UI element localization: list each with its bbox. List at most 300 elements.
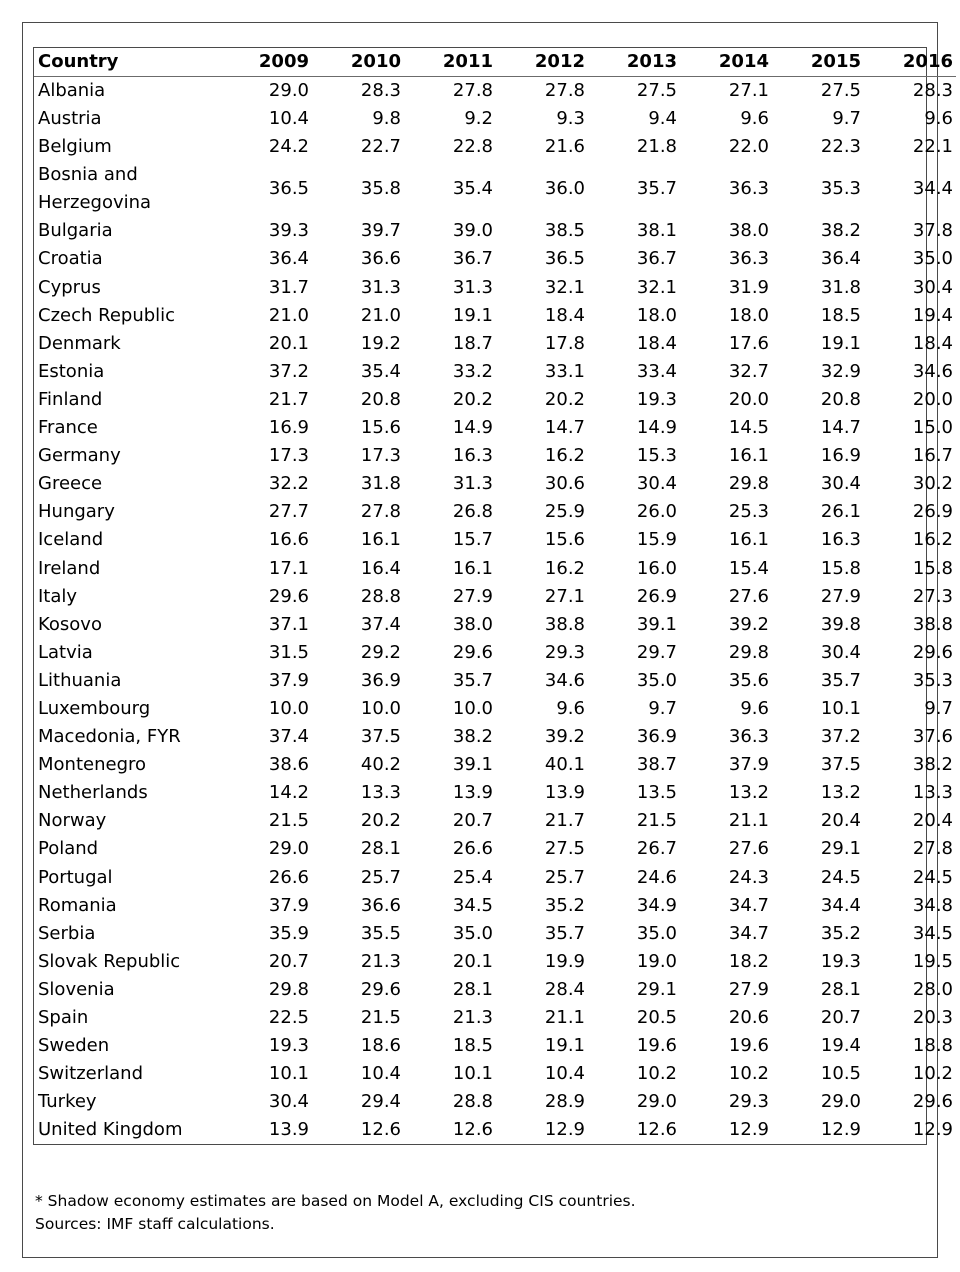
- value-cell: 37.2: [268, 360, 309, 382]
- value-cell: 39.0: [452, 220, 493, 242]
- value-cell: 29.3: [544, 641, 585, 663]
- country-cell: Albania: [38, 80, 106, 102]
- country-cell: Iceland: [38, 529, 104, 551]
- value-cell: 39.1: [452, 754, 493, 776]
- value-cell: 20.2: [360, 810, 401, 832]
- country-cell: United Kingdom: [38, 1119, 183, 1141]
- shadow-economy-table: [34, 48, 956, 1144]
- value-cell: 13.9: [452, 782, 493, 804]
- value-cell: 36.5: [544, 248, 585, 270]
- country-cell: Italy: [38, 585, 78, 607]
- country-cell: Montenegro: [38, 754, 147, 776]
- value-cell: 13.2: [820, 782, 861, 804]
- table-row: [34, 920, 956, 948]
- value-cell: 31.3: [360, 276, 401, 298]
- value-cell: 35.3: [912, 669, 953, 691]
- table-row: [34, 245, 956, 273]
- value-cell: 26.9: [912, 501, 953, 523]
- value-cell: 35.4: [452, 178, 493, 200]
- value-cell: 15.7: [452, 529, 493, 551]
- value-cell: 29.8: [728, 641, 769, 663]
- value-cell: 28.8: [452, 1091, 493, 1113]
- value-cell: 25.9: [544, 501, 585, 523]
- value-cell: 20.8: [820, 388, 861, 410]
- value-cell: 12.6: [360, 1119, 401, 1141]
- value-cell: 19.3: [268, 1035, 309, 1057]
- value-cell: 38.5: [544, 220, 585, 242]
- value-cell: 35.4: [360, 360, 401, 382]
- table-row: [34, 723, 956, 751]
- value-cell: 27.8: [912, 838, 953, 860]
- value-cell: 20.0: [912, 388, 953, 410]
- value-cell: 18.4: [912, 332, 953, 354]
- value-cell: 37.2: [820, 726, 861, 748]
- value-cell: 14.9: [452, 417, 493, 439]
- value-cell: 27.3: [912, 585, 953, 607]
- value-cell: 13.3: [912, 782, 953, 804]
- value-cell: 10.1: [820, 697, 861, 719]
- value-cell: 31.3: [452, 276, 493, 298]
- value-cell: 19.1: [544, 1035, 585, 1057]
- value-cell: 28.4: [544, 978, 585, 1000]
- country-cell: Bosnia and Herzegovina: [38, 164, 152, 214]
- value-cell: 37.9: [268, 669, 309, 691]
- value-cell: 29.0: [636, 1091, 677, 1113]
- value-cell: 38.0: [452, 613, 493, 635]
- value-cell: 35.6: [728, 669, 769, 691]
- value-cell: 10.5: [820, 1063, 861, 1085]
- table-row: [34, 217, 956, 245]
- value-cell: 35.7: [544, 922, 585, 944]
- value-cell: 27.9: [820, 585, 861, 607]
- value-cell: 26.9: [636, 585, 677, 607]
- value-cell: 30.4: [820, 473, 861, 495]
- value-cell: 27.1: [728, 80, 769, 102]
- value-cell: 35.3: [820, 178, 861, 200]
- value-cell: 20.7: [452, 810, 493, 832]
- column-header-year: 2015: [772, 48, 864, 77]
- value-cell: 35.0: [452, 922, 493, 944]
- value-cell: 27.6: [728, 585, 769, 607]
- value-cell: 17.8: [544, 332, 585, 354]
- table-row: [34, 779, 956, 807]
- value-cell: 18.4: [544, 304, 585, 326]
- table-row: [34, 639, 956, 667]
- value-cell: 16.0: [636, 557, 677, 579]
- value-cell: 29.7: [636, 641, 677, 663]
- value-cell: 20.2: [452, 388, 493, 410]
- value-cell: 21.7: [544, 810, 585, 832]
- country-cell: Lithuania: [38, 669, 122, 691]
- value-cell: 17.6: [728, 332, 769, 354]
- country-cell: Luxembourg: [38, 697, 151, 719]
- value-cell: 18.2: [728, 950, 769, 972]
- value-cell: 39.1: [636, 613, 677, 635]
- country-cell: Norway: [38, 810, 107, 832]
- value-cell: 22.5: [268, 1007, 309, 1028]
- value-cell: 12.9: [820, 1119, 861, 1141]
- table-row: [34, 414, 956, 442]
- value-cell: 37.9: [268, 894, 309, 916]
- value-cell: 35.5: [360, 922, 401, 944]
- value-cell: 9.7: [832, 108, 861, 130]
- value-cell: 16.4: [360, 557, 401, 579]
- value-cell: 27.5: [820, 80, 861, 102]
- value-cell: 35.7: [636, 178, 677, 200]
- value-cell: 13.3: [360, 782, 401, 804]
- table-row: [34, 751, 956, 779]
- value-cell: 32.1: [636, 276, 677, 298]
- country-cell: Croatia: [38, 248, 103, 270]
- value-cell: 30.4: [268, 1091, 309, 1113]
- value-cell: 17.3: [268, 445, 309, 467]
- value-cell: 26.6: [452, 838, 493, 860]
- country-cell: Bulgaria: [38, 220, 113, 242]
- value-cell: 12.6: [452, 1119, 493, 1141]
- value-cell: 34.9: [636, 894, 677, 916]
- value-cell: 27.5: [544, 838, 585, 860]
- value-cell: 38.2: [820, 220, 861, 242]
- value-cell: 19.0: [636, 950, 677, 972]
- value-cell: 16.2: [912, 529, 953, 551]
- country-cell: Slovenia: [38, 978, 115, 1000]
- value-cell: 39.2: [728, 613, 769, 635]
- value-cell: 16.9: [820, 445, 861, 467]
- value-cell: 26.1: [820, 501, 861, 523]
- value-cell: 14.2: [268, 782, 309, 804]
- table-row: [34, 442, 956, 470]
- value-cell: 20.1: [268, 332, 309, 354]
- value-cell: 10.0: [360, 697, 401, 719]
- column-header-country: Country: [34, 48, 220, 77]
- country-cell: Netherlands: [38, 782, 148, 804]
- value-cell: 21.5: [636, 810, 677, 832]
- value-cell: 24.3: [728, 866, 769, 888]
- value-cell: 20.2: [544, 388, 585, 410]
- column-header-year: 2016: [864, 48, 956, 77]
- value-cell: 15.4: [728, 557, 769, 579]
- value-cell: 37.4: [268, 726, 309, 748]
- value-cell: 9.3: [556, 108, 585, 130]
- value-cell: 26.8: [452, 501, 493, 523]
- value-cell: 19.2: [360, 332, 401, 354]
- value-cell: 25.7: [360, 866, 401, 888]
- value-cell: 22.8: [452, 136, 493, 158]
- value-cell: 27.8: [544, 80, 585, 102]
- value-cell: 12.6: [636, 1119, 677, 1141]
- value-cell: 27.9: [452, 585, 493, 607]
- value-cell: 38.1: [636, 220, 677, 242]
- value-cell: 24.2: [268, 136, 309, 158]
- value-cell: 36.3: [728, 726, 769, 748]
- value-cell: 21.7: [268, 388, 309, 410]
- table-row: [34, 695, 956, 723]
- table-row: [34, 498, 956, 526]
- value-cell: 15.8: [820, 557, 861, 579]
- value-cell: 39.7: [360, 220, 401, 242]
- value-cell: 15.6: [360, 417, 401, 439]
- value-cell: 18.0: [728, 304, 769, 326]
- value-cell: 20.6: [728, 1007, 769, 1028]
- country-cell: Belgium: [38, 136, 112, 158]
- value-cell: 34.6: [544, 669, 585, 691]
- value-cell: 9.8: [372, 108, 401, 130]
- value-cell: 38.0: [728, 220, 769, 242]
- country-cell: Finland: [38, 388, 103, 410]
- value-cell: 27.7: [268, 501, 309, 523]
- value-cell: 15.3: [636, 445, 677, 467]
- value-cell: 10.1: [452, 1063, 493, 1085]
- value-cell: 30.6: [544, 473, 585, 495]
- value-cell: 28.9: [544, 1091, 585, 1113]
- table-row: [34, 1032, 956, 1060]
- table-row: [34, 77, 956, 106]
- value-cell: 34.4: [912, 178, 953, 200]
- value-cell: 21.0: [360, 304, 401, 326]
- value-cell: 19.5: [912, 950, 953, 972]
- table-row: [34, 386, 956, 414]
- table-notes: [35, 1190, 636, 1236]
- value-cell: 39.8: [820, 613, 861, 635]
- table-row: [34, 526, 956, 554]
- country-cell: Spain: [38, 1007, 89, 1028]
- value-cell: 16.1: [360, 529, 401, 551]
- column-header-year: 2013: [588, 48, 680, 77]
- country-cell: Slovak Republic: [38, 950, 181, 972]
- value-cell: 31.7: [268, 276, 309, 298]
- value-cell: 27.9: [728, 978, 769, 1000]
- value-cell: 19.6: [728, 1035, 769, 1057]
- value-cell: 9.7: [648, 697, 677, 719]
- value-cell: 35.8: [360, 178, 401, 200]
- column-header-year: 2009: [220, 48, 312, 77]
- country-cell: Czech Republic: [38, 304, 176, 326]
- country-cell: Macedonia, FYR: [38, 726, 181, 748]
- table-row: [34, 976, 956, 1004]
- country-cell: Sweden: [38, 1035, 110, 1057]
- value-cell: 9.6: [740, 697, 769, 719]
- value-cell: 12.9: [912, 1119, 953, 1141]
- value-cell: 27.6: [728, 838, 769, 860]
- country-cell: Estonia: [38, 360, 105, 382]
- value-cell: 26.7: [636, 838, 677, 860]
- value-cell: 9.6: [924, 108, 953, 130]
- value-cell: 24.5: [912, 866, 953, 888]
- value-cell: 20.5: [636, 1007, 677, 1028]
- country-cell: Serbia: [38, 922, 96, 944]
- value-cell: 35.7: [820, 669, 861, 691]
- table-row: [34, 835, 956, 863]
- table-row: [34, 807, 956, 835]
- value-cell: 32.9: [820, 360, 861, 382]
- country-cell: Cyprus: [38, 276, 101, 298]
- value-cell: 31.5: [268, 641, 309, 663]
- value-cell: 28.8: [360, 585, 401, 607]
- value-cell: 28.1: [452, 978, 493, 1000]
- column-header-year: 2012: [496, 48, 588, 77]
- value-cell: 31.9: [728, 276, 769, 298]
- value-cell: 35.2: [820, 922, 861, 944]
- value-cell: 22.1: [912, 136, 953, 158]
- value-cell: 9.2: [464, 108, 493, 130]
- value-cell: 37.5: [360, 726, 401, 748]
- value-cell: 9.7: [924, 697, 953, 719]
- value-cell: 40.1: [544, 754, 585, 776]
- value-cell: 21.3: [452, 1007, 493, 1028]
- value-cell: 20.4: [912, 810, 953, 832]
- country-cell: Portugal: [38, 866, 113, 888]
- table-row: [34, 1060, 956, 1088]
- value-cell: 36.4: [820, 248, 861, 270]
- value-cell: 18.5: [452, 1035, 493, 1057]
- value-cell: 38.2: [452, 726, 493, 748]
- value-cell: 32.2: [268, 473, 309, 495]
- table-row: [34, 330, 956, 358]
- value-cell: 29.8: [728, 473, 769, 495]
- value-cell: 34.6: [912, 360, 953, 382]
- value-cell: 33.2: [452, 360, 493, 382]
- value-cell: 36.6: [360, 248, 401, 270]
- value-cell: 10.2: [912, 1063, 953, 1085]
- value-cell: 34.4: [820, 894, 861, 916]
- value-cell: 37.5: [820, 754, 861, 776]
- value-cell: 25.7: [544, 866, 585, 888]
- value-cell: 27.8: [452, 80, 493, 102]
- value-cell: 28.3: [360, 80, 401, 102]
- table-row: [34, 133, 956, 161]
- value-cell: 25.3: [728, 501, 769, 523]
- value-cell: 33.4: [636, 360, 677, 382]
- value-cell: 39.3: [268, 220, 309, 242]
- value-cell: 37.9: [728, 754, 769, 776]
- value-cell: 10.2: [728, 1063, 769, 1085]
- value-cell: 16.3: [452, 445, 493, 467]
- value-cell: 29.6: [360, 978, 401, 1000]
- value-cell: 16.1: [728, 529, 769, 551]
- column-header-year: 2010: [312, 48, 404, 77]
- value-cell: 15.0: [912, 417, 953, 439]
- data-table-container: [33, 47, 953, 1145]
- value-cell: 38.8: [912, 613, 953, 635]
- value-cell: 19.4: [912, 304, 953, 326]
- value-cell: 14.9: [636, 417, 677, 439]
- value-cell: 36.7: [636, 248, 677, 270]
- value-cell: 30.4: [820, 641, 861, 663]
- value-cell: 19.3: [820, 950, 861, 972]
- value-cell: 16.7: [912, 445, 953, 467]
- value-cell: 12.9: [728, 1119, 769, 1141]
- value-cell: 34.5: [912, 922, 953, 944]
- table-row: [34, 1004, 956, 1032]
- table-row: [34, 611, 956, 639]
- country-cell: Greece: [38, 473, 103, 495]
- value-cell: 21.1: [728, 810, 769, 832]
- value-cell: 35.7: [452, 669, 493, 691]
- value-cell: 33.1: [544, 360, 585, 382]
- value-cell: 18.7: [452, 332, 493, 354]
- value-cell: 19.9: [544, 950, 585, 972]
- value-cell: 36.4: [268, 248, 309, 270]
- value-cell: 19.4: [820, 1035, 861, 1057]
- value-cell: 15.9: [636, 529, 677, 551]
- value-cell: 30.4: [636, 473, 677, 495]
- value-cell: 10.0: [452, 697, 493, 719]
- country-cell: Poland: [38, 838, 99, 860]
- value-cell: 14.7: [820, 417, 861, 439]
- value-cell: 15.6: [544, 529, 585, 551]
- value-cell: 29.4: [360, 1091, 401, 1113]
- value-cell: 29.6: [912, 1091, 953, 1113]
- value-cell: 21.3: [360, 950, 401, 972]
- value-cell: 9.6: [556, 697, 585, 719]
- value-cell: 36.9: [636, 726, 677, 748]
- table-row: [34, 555, 956, 583]
- table-row: [34, 583, 956, 611]
- value-cell: 20.4: [820, 810, 861, 832]
- table-row: [34, 358, 956, 386]
- table-row: [34, 892, 956, 920]
- value-cell: 38.2: [912, 754, 953, 776]
- country-cell: Denmark: [38, 332, 121, 354]
- value-cell: 38.7: [636, 754, 677, 776]
- value-cell: 29.8: [268, 978, 309, 1000]
- value-cell: 29.1: [820, 838, 861, 860]
- value-cell: 29.6: [912, 641, 953, 663]
- value-cell: 18.0: [636, 304, 677, 326]
- value-cell: 28.3: [912, 80, 953, 102]
- country-cell: Romania: [38, 894, 117, 916]
- value-cell: 20.7: [268, 950, 309, 972]
- value-cell: 37.6: [912, 726, 953, 748]
- value-cell: 21.5: [268, 810, 309, 832]
- value-cell: 35.0: [636, 669, 677, 691]
- value-cell: 31.3: [452, 473, 493, 495]
- value-cell: 9.6: [740, 108, 769, 130]
- value-cell: 27.5: [636, 80, 677, 102]
- value-cell: 29.2: [360, 641, 401, 663]
- value-cell: 29.0: [268, 838, 309, 860]
- value-cell: 30.2: [912, 473, 953, 495]
- value-cell: 26.6: [268, 866, 309, 888]
- value-cell: 29.0: [820, 1091, 861, 1113]
- value-cell: 36.3: [728, 178, 769, 200]
- value-cell: 16.6: [268, 529, 309, 551]
- value-cell: 36.0: [544, 178, 585, 200]
- value-cell: 17.1: [268, 557, 309, 579]
- value-cell: 35.0: [636, 922, 677, 944]
- country-cell: Latvia: [38, 641, 93, 663]
- value-cell: 32.7: [728, 360, 769, 382]
- value-cell: 30.4: [912, 276, 953, 298]
- value-cell: 34.7: [728, 922, 769, 944]
- country-cell: Turkey: [38, 1091, 97, 1113]
- value-cell: 20.0: [728, 388, 769, 410]
- country-cell: Germany: [38, 445, 121, 467]
- country-cell: Hungary: [38, 501, 115, 523]
- value-cell: 27.8: [360, 501, 401, 523]
- value-cell: 22.7: [360, 136, 401, 158]
- value-cell: 20.3: [912, 1007, 953, 1028]
- value-cell: 29.0: [268, 80, 309, 102]
- country-cell: Ireland: [38, 557, 101, 579]
- value-cell: 38.6: [268, 754, 309, 776]
- table-row: [34, 274, 956, 302]
- value-cell: 9.4: [648, 108, 677, 130]
- value-cell: 18.8: [912, 1035, 953, 1057]
- value-cell: 17.3: [360, 445, 401, 467]
- value-cell: 21.8: [636, 136, 677, 158]
- value-cell: 18.5: [820, 304, 861, 326]
